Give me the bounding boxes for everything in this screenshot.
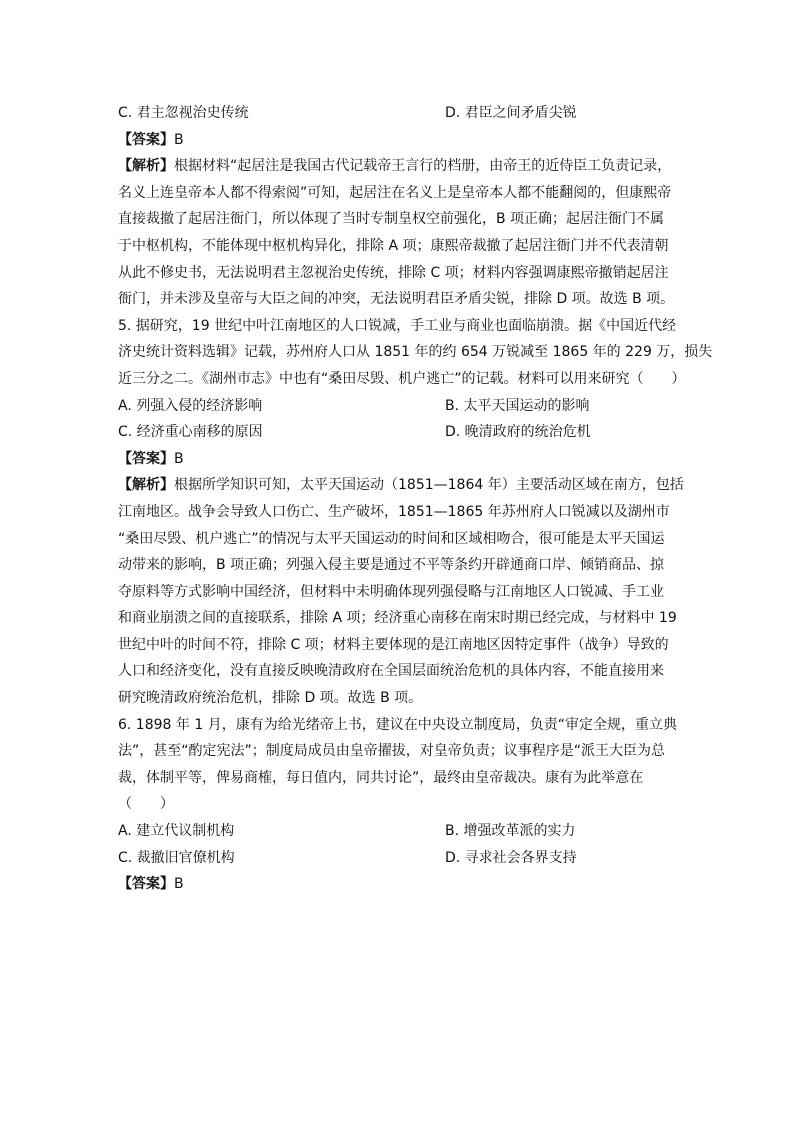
q4-option-d: D. 君臣之间矛盾尖锐 bbox=[445, 105, 577, 121]
q4-analysis-tag: 【解析】 bbox=[118, 158, 174, 175]
q5-options-cd bbox=[118, 419, 684, 446]
q6-answer bbox=[118, 871, 684, 898]
q5-analysis-line-7: 人口和经济变化，没有直接反映晚清政府在全国层面统治危机的具体内容，不能直接用来 bbox=[118, 663, 664, 680]
q5-stem-line-0: 5. 据研究，19 世纪中叶江南地区的人口锐减，手工业与商业也面临崩溃。据《中国近代经 bbox=[118, 317, 677, 334]
q4-answer-value: B bbox=[174, 131, 184, 148]
q4-analysis-line-3: 于中枢机构，不能体现中枢机构异化，排除 A 项；康熙帝裁撤了起居注衙门并不代表清朝 bbox=[118, 237, 669, 254]
q5-analysis-line-2: “桑田尽毁、机户逃亡”的情况与太平天国运动的时间和区域相吻合，很可能是太平天国运 bbox=[118, 530, 665, 547]
q4-answer bbox=[118, 127, 684, 154]
q6-option-a: A. 建立代议制机构 bbox=[118, 823, 235, 840]
q5-options-ab bbox=[118, 393, 684, 420]
q4-analysis-line-1: 名义上连皇帝本人都不得索阅”可知，起居注在名义上是皇帝本人都不能翻阅的，但康熙帝 bbox=[118, 184, 672, 201]
q6-stem-line-2: 裁，体制平等，俾易商榷，每日值内，同共讨论”，最终由皇帝裁决。康有为此举意在 bbox=[118, 769, 644, 786]
q5-option-a: A. 列强入侵的经济影响 bbox=[118, 397, 263, 414]
q4-analysis-line-4: 从此不修史书，无法说明君主忽视治史传统，排除 C 项；材料内容强调康熙帝撤销起居注 bbox=[118, 264, 669, 281]
q4-answer-tag: 【答案】 bbox=[118, 131, 174, 148]
q6-options-cd bbox=[118, 845, 684, 872]
q5-option-b: B. 太平天国运动的影响 bbox=[445, 397, 590, 414]
q5-analysis-tag: 【解析】 bbox=[118, 477, 174, 494]
q5-option-c: C. 经济重心南移的原因 bbox=[118, 424, 263, 441]
q5-analysis-line-0 bbox=[118, 472, 684, 499]
q4-option-c: C. 君主忽视治史传统 bbox=[118, 105, 249, 121]
q5-option-d: D. 晚清政府的统治危机 bbox=[445, 424, 591, 441]
q4-analysis-line-0 bbox=[118, 153, 684, 180]
q4-options-cd bbox=[118, 100, 684, 127]
q5-analysis-line-1: 江南地区。战争会导致人口伤亡、生产破坏，1851—1865 年苏州府人口锐减以及湖州市 bbox=[118, 503, 670, 520]
q5-analysis-line-8: 研究晚清政府统治危机，排除 D 项。故选 B 项。 bbox=[118, 690, 423, 707]
document-page bbox=[118, 100, 713, 898]
q5-analysis-line-5: 和商业崩溃之间的直接联系，排除 A 项；经济重心南移在南宋时期已经完成，与材料中 19 bbox=[118, 610, 677, 627]
q5-stem-line-1: 济史统计资料选辑》记载，苏州府人口从 1851 年的约 654 万锐减至 1865 年的 229 万，损失 bbox=[118, 344, 713, 361]
q5-analysis-line-3: 动带来的影响，B 项正确；列强入侵主要是通过不平等条约开辟通商口岸、倾销商品、掠 bbox=[118, 557, 665, 574]
q6-option-d: D. 寻求社会各界支持 bbox=[445, 849, 577, 866]
q5-answer-value: B bbox=[174, 450, 184, 467]
q5-stem-line-2: 近三分之二。《湖州市志》中也有“桑田尽毁、机户逃亡”的记载。材料可以用来研究（ ） bbox=[118, 370, 686, 387]
q5-analysis-text-0: 根据所学知识可知，太平天国运动（1851—1864 年）主要活动区域在南方，包括 bbox=[174, 477, 684, 494]
q6-answer-tag: 【答案】 bbox=[118, 876, 174, 893]
q5-answer bbox=[118, 446, 684, 473]
q6-option-b: B. 增强改革派的实力 bbox=[445, 823, 576, 840]
q6-stem-line-1: 法”，甚至“酌定宪法”；制度局成员由皇帝擢拔，对皇帝负责；议事程序是“派王大臣为总 bbox=[118, 743, 666, 760]
q6-stem-line-3: （ ） bbox=[118, 796, 174, 813]
q6-options-ab bbox=[118, 818, 684, 845]
q4-analysis-text-0: 根据材料“起居注是我国古代记载帝王言行的档册，由帝王的近侍臣工负责记录， bbox=[174, 158, 672, 175]
q4-analysis-line-5: 衙门，并未涉及皇帝与大臣之间的冲突，无法说明君臣矛盾尖锐，排除 D 项。故选 B 项。 bbox=[118, 291, 675, 308]
q5-analysis-line-6: 世纪中叶的时间不符，排除 C 项；材料主要体现的是江南地区因特定事件（战争）导致的 bbox=[118, 636, 669, 653]
q5-analysis-line-4: 夺原料等方式影响中国经济，但材料中未明确体现列强侵略与江南地区人口锐减、手工业 bbox=[118, 583, 664, 600]
q6-stem-line-0: 6. 1898 年 1 月，康有为给光绪帝上书，建议在中央设立制度局，负责“审定全规，重立典 bbox=[118, 716, 677, 733]
q4-analysis-line-2: 直接裁撤了起居注衙门，所以体现了当时专制皇权空前强化，B 项正确；起居注衙门不属 bbox=[118, 211, 665, 228]
q6-option-c: C. 裁撤旧官僚机构 bbox=[118, 849, 235, 866]
q5-answer-tag: 【答案】 bbox=[118, 450, 174, 467]
q6-answer-value: B bbox=[174, 876, 184, 893]
